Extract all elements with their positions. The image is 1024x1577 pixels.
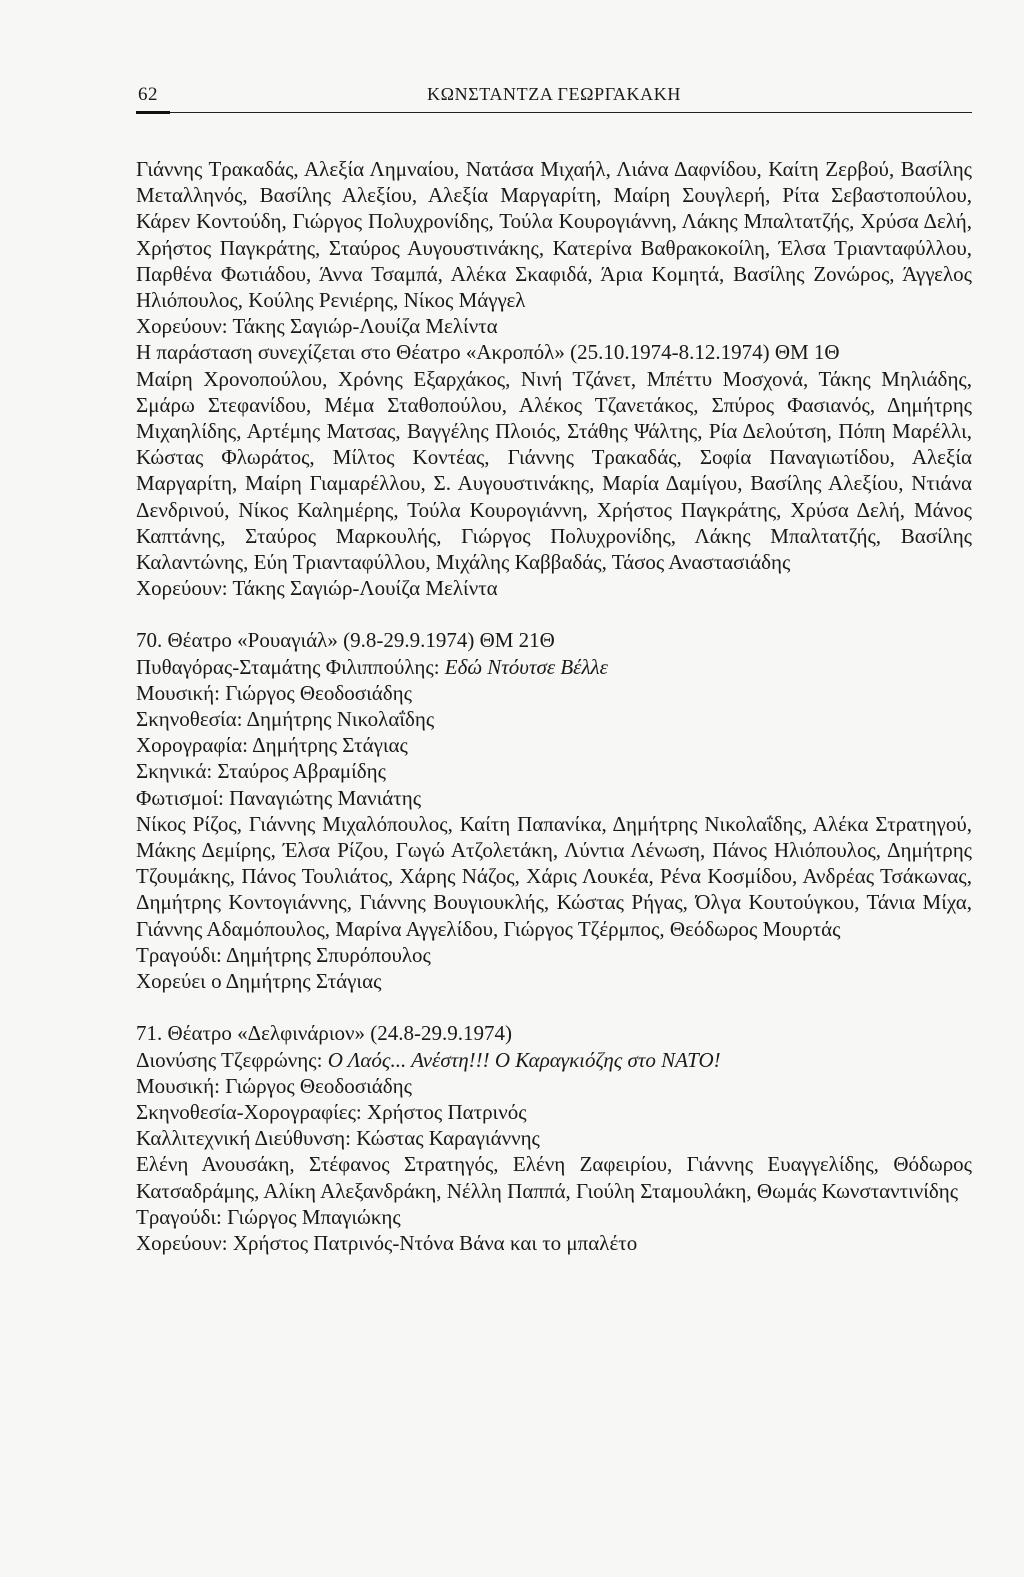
entry-70-sets: Σκηνικά: Σταύρος Αβραμίδης [136,759,386,784]
entry-70-cast: Νίκος Ρίζος, Γιάννης Μιχαλόπουλος, Καίτη Παπανίκα, Δημήτρης Νικολαΐδης, Αλέκα Στρατηγού, Μάκης Δεμίρης, Έλσα Ρίζου, Γωγώ Ατζολετάκη, Λύντια Λένωση, Πάνος Ηλιόπουλος, Δημήτρης Τζουμάκης, Πάνος Τουλιάτος, Χάρης Νάζος, Χάρις Λουκέα, Ρένα Κοσμίδου, Ανδρέας Τσάκωνας, Δημήτρης Κοντογιάννης, Γιάννης Βουγιουκλής, Κώστας Ρήγας, Όλγα Κουτούγκου, Τάνια Μίχα, Γιάννης Αδαμόπουλος, Μαρίνα Αγγελίδου, Γιώργος Τζέρμπος, Θεόδωρος Μουρτάς [136,811,972,941]
continuation-line: Η παράσταση συνεχίζεται στο Θέατρο «Ακροπόλ» (25.10.1974-8.12.1974) ΘΜ 1Θ [136,340,840,365]
entry-70-choreography: Χορογραφία: Δημήτρης Στάγιας [136,733,408,758]
page-number: 62 [138,84,158,105]
entry-71-music: Μουσική: Γιώργος Θεοδοσιάδης [136,1073,412,1098]
entry-71-play-title: Ο Λαός... Ανέστη!!! Ο Καραγκιόζης στο ΝΑΤΟ! [327,1047,721,1072]
entry-71-dancers: Χορεύουν: Χρήστος Πατρινός-Ντόνα Βάνα και το μπαλέτο [136,1230,638,1255]
page-body [136,156,972,1256]
entry-71-cast: Ελένη Ανουσάκη, Στέφανος Στρατηγός, Ελένη Ζαφειρίου, Γιάννης Ευαγγελίδης, Θόδωρος Κατσαδράμης, Αλίκη Αλεξανδράκη, Νέλλη Παππά, Γιούλη Σταμουλάκη, Θωμάς Κωνσταντινίδης [136,1152,972,1203]
entry-70-author: Πυθαγόρας-Σταμάτης Φιλιππούλης: [136,654,445,679]
entry-70-title-line [136,654,972,680]
entry-70-music: Μουσική: Γιώργος Θεοδοσιάδης [136,680,412,705]
entry-70-play-title: Εδώ Ντόυτσε Βέλλε [444,654,608,679]
cast-paragraph: Γιάννης Τρακαδάς, Αλεξία Λημναίου, Νατάσα Μιχαήλ, Λιάνα Δαφνίδου, Καίτη Ζερβού, Βασίλης Μεταλληνός, Βασίλης Αλεξίου, Αλεξία Μαργαρίτη, Μαίρη Σουγλερή, Ρίτα Σεβαστοπούλου, Κάρεν Κοντούδη, Γιώργος Πολυχρονίδης, Τούλα Κουρογιάννη, Λάκης Μπαλτατζής, Χρύσα Δελή, Χρήστος Παγκράτης, Σταύρος Αυγουστινάκης, Κατερίνα Βαθρακοκοίλη, Έλσα Τριανταφύλλου, Παρθένα Φωτιάδου, Άννα Τσαμπά, Αλέκα Σκαφιδά, Άρια Κομητά, Βασίλης Ζονώρος, Άγγελος Ηλιόπουλος, Κούλης Ρενιέρης, Νίκος Μάγγελ [136,157,972,313]
entry-70-song: Τραγούδι: Δημήτρης Σπυρόπουλος [136,942,431,967]
entry-71-song: Τραγούδι: Γιώργος Μπαγιώκης [136,1204,401,1229]
entry-70-heading: 70. Θέατρο «Ρουαγιάλ» (9.8-29.9.1974) ΘΜ 21Θ [136,628,555,653]
dancers-line-2: Χορεύουν: Τάκης Σαγιώρ-Λουίζα Μελίντα [136,576,498,601]
section-gap [136,601,972,627]
dancers-line: Χορεύουν: Τάκης Σαγιώρ-Λουίζα Μελίντα [136,314,498,339]
entry-71-direction: Σκηνοθεσία-Χορογραφίες: Χρήστος Πατρινός [136,1099,527,1124]
page-header [136,84,972,114]
entry-70-lighting: Φωτισμοί: Παναγιώτης Μανιάτης [136,785,422,810]
section-gap [136,994,972,1020]
cast-paragraph-2: Μαίρη Χρονοπούλου, Χρόνης Εξαρχάκος, Νινή Τζάνετ, Μπέττυ Μοσχονά, Τάκης Μηλιάδης, Σμάρω Στεφανίδου, Μέμα Σταθοπούλου, Αλέκος Τζανετάκος, Σπύρος Φασιανός, Δημήτρης Μιχαηλίδης, Αρτέμης Ματσας, Βαγγέλης Πλοιός, Στάθης Ψάλτης, Ρία Δελούτση, Πόπη Μαρέλλι, Κώστας Φλωράτος, Μίλτος Κοντέας, Γιάννης Τρακαδάς, Σοφία Παναγιωτίδου, Αλεξία Μαργαρίτη, Μαίρη Γιαμαρέλλου, Σ. Αυγουστινάκης, Μαρία Δαμίγου, Βασίλης Αλεξίου, Ντιάνα Δενδρινού, Νίκος Καλημέρης, Τούλα Κουρογιάννη, Χρήστος Παγκράτης, Χρύσα Δελή, Μάνος Καπτάνης, Σταύρος Μαρκουλής, Γιώργος Πολυχρονίδης, Λάκης Μπαλτατζής, Βασίλης Καλαντώνης, Εύη Τριανταφύλλου, Μιχάλης Καββαδάς, Τάσος Αναστασιάδης [136,366,972,575]
entry-71-artistic: Καλλιτεχνική Διεύθυνση: Κώστας Καραγιάννης [136,1126,540,1151]
entry-70-dancer: Χορεύει ο Δημήτρης Στάγιας [136,969,382,994]
entry-70-direction: Σκηνοθεσία: Δημήτρης Νικολαΐδης [136,707,435,732]
header-rule [136,112,972,113]
running-head: ΚΩΝΣΤΑΝΤΖΑ ΓΕΩΡΓΑΚΑΚΗ [427,84,681,104]
entry-71-heading: 71. Θέατρο «Δελφινάριον» (24.8-29.9.1974) [136,1021,513,1046]
entry-71-author: Διονύσης Τζεφρώνης: [136,1047,328,1072]
header-rule-accent [136,111,170,114]
entry-71-title-line [136,1047,972,1073]
